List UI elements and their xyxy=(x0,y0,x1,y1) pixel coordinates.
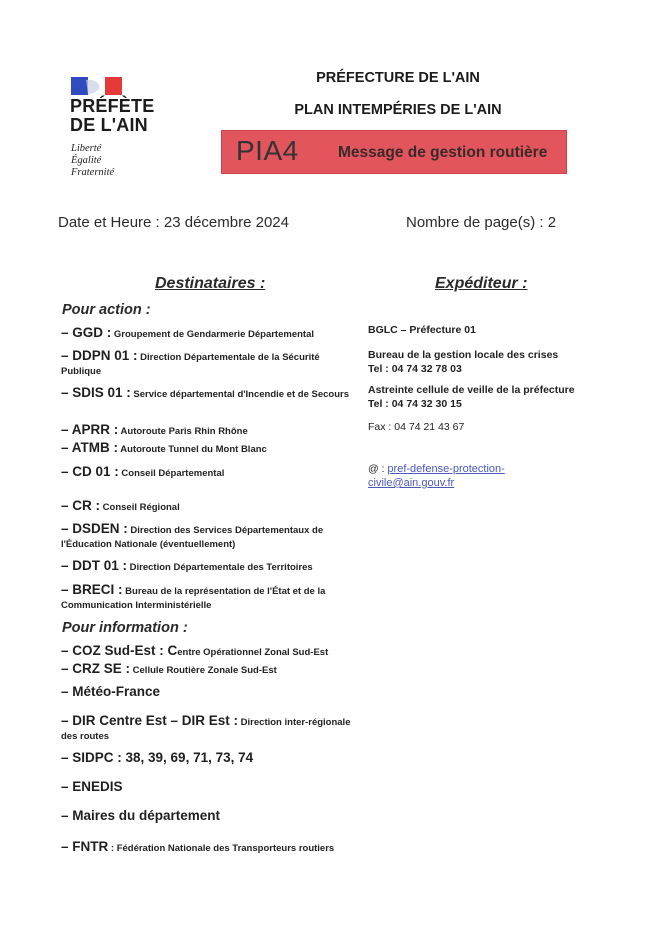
sender-oncall-label: Astreinte cellule de veille de la préfecture xyxy=(368,384,575,396)
recipient-code: – FNTR xyxy=(61,839,109,854)
recipient-code: – COZ Sud-Est : C xyxy=(61,643,178,658)
recipient-item xyxy=(61,751,361,767)
sender-oncall xyxy=(368,383,628,411)
recipient-desc: Direction Départementale de la Sécurité Publique xyxy=(61,352,320,377)
sender-bureau-label: Bureau de la gestion locale des crises xyxy=(368,349,559,361)
recipient-code: – DDPN 01 : xyxy=(61,348,138,363)
recipient-item xyxy=(61,644,361,660)
recipient-code: – Maires du département xyxy=(61,808,221,823)
recipient-desc: Groupement de Gendarmerie Départemental xyxy=(111,329,314,340)
recipient-item xyxy=(61,780,361,796)
email-link[interactable]: pref-defense-protection-civile@ain.gouv.fr xyxy=(368,463,505,489)
recipient-desc: Cellule Routière Zonale Sud-Est xyxy=(130,665,277,676)
recipient-desc: Autoroute Tunnel du Mont Blanc xyxy=(118,444,267,455)
recipient-item xyxy=(61,809,361,825)
recipient-desc: Conseil Régional xyxy=(100,502,180,513)
recipient-code: – CR : xyxy=(61,498,101,513)
recipient-desc: entre Opérationnel Zonal Sud-Est xyxy=(177,647,329,658)
recipient-item xyxy=(61,685,361,701)
plan-heading: PLAN INTEMPÉRIES DE L'AIN xyxy=(294,102,502,118)
recipient-item xyxy=(61,662,361,678)
recipient-code: – DSDEN : xyxy=(61,521,128,536)
sender-email xyxy=(368,462,528,490)
sender-oncall-phone: Tel : 04 74 32 30 15 xyxy=(368,398,462,410)
recipient-item xyxy=(61,326,361,342)
motto-liberte: Liberté xyxy=(71,143,102,154)
action-heading: Pour action : xyxy=(62,302,151,318)
recipient-desc: Conseil Départemental xyxy=(118,468,225,479)
sender-title: Expéditeur : xyxy=(435,275,528,292)
recipient-desc: Direction inter-régionale des routes xyxy=(61,717,351,742)
recipient-code: – Météo-France xyxy=(61,684,161,699)
prefecture-heading: PRÉFECTURE DE L'AIN xyxy=(316,70,480,86)
recipient-code: – CRZ SE : xyxy=(61,661,131,676)
recipient-item xyxy=(61,441,361,457)
recipient-code: – SIDPC : 38, 39, 69, 71, 73, 74 xyxy=(61,750,254,765)
recipient-desc: Bureau de la représentation de l'État et de la Communication Interministérielle xyxy=(61,586,326,611)
banner-code: PIA4 xyxy=(236,135,299,166)
recipient-code: – GGD : xyxy=(61,325,112,340)
recipient-code: – SDIS 01 : xyxy=(61,385,131,400)
recipient-code: – CD 01 : xyxy=(61,464,119,479)
page-count: Nombre de page(s) : 2 xyxy=(406,214,557,231)
republic-motto xyxy=(71,143,114,179)
logo-line2: DE L'AIN xyxy=(70,115,148,135)
recipient-item xyxy=(61,840,361,856)
recipient-item xyxy=(61,423,361,439)
recipients-title: Destinataires : xyxy=(155,275,266,292)
recipient-item xyxy=(61,714,361,744)
recipient-code: – DIR Centre Est – DIR Est : xyxy=(61,713,239,728)
email-prefix: @ : xyxy=(368,463,388,475)
recipient-desc: Direction des Services Départementaux de l'Éducation Nationale (éventuellement) xyxy=(61,525,324,550)
motto-egalite: Égalité xyxy=(71,155,102,166)
date-time: Date et Heure : 23 décembre 2024 xyxy=(58,214,289,231)
logo-line1: PRÉFÈTE xyxy=(70,96,155,116)
recipient-desc: Autoroute Paris Rhin Rhône xyxy=(118,426,248,437)
recipient-item xyxy=(61,583,361,613)
sender-office xyxy=(368,323,628,337)
info-heading: Pour information : xyxy=(62,620,188,636)
recipient-desc: Direction Départementale des Territoires xyxy=(127,562,313,573)
sender-bureau xyxy=(368,348,628,376)
recipient-code: – APRR : xyxy=(61,422,119,437)
banner-subtitle: Message de gestion routière xyxy=(338,144,548,161)
recipient-code: – ENEDIS xyxy=(61,779,123,794)
recipient-item xyxy=(61,465,361,481)
marianne-flag-icon xyxy=(71,77,122,95)
recipient-item xyxy=(61,522,361,552)
sender-fax: Fax : 04 74 21 43 67 xyxy=(368,421,465,433)
sender-bureau-phone: Tel : 04 74 32 78 03 xyxy=(368,363,462,375)
motto-fraternite: Fraternité xyxy=(71,167,115,178)
recipient-code: – ATMB : xyxy=(61,440,118,455)
recipient-item xyxy=(61,386,361,402)
sender-office-label: BGLC – Préfecture 01 xyxy=(368,324,476,336)
recipient-desc: : Fédération Nationale des Transporteurs routiers xyxy=(108,843,335,854)
recipient-code: – DDT 01 : xyxy=(61,558,128,573)
recipient-item xyxy=(61,559,361,575)
logo-wordmark xyxy=(70,97,154,135)
recipient-item xyxy=(61,499,361,515)
recipient-desc: Service départemental d'Incendie et de Secours xyxy=(130,389,349,400)
recipient-code: – BRECI : xyxy=(61,582,123,597)
recipient-item xyxy=(61,349,361,379)
